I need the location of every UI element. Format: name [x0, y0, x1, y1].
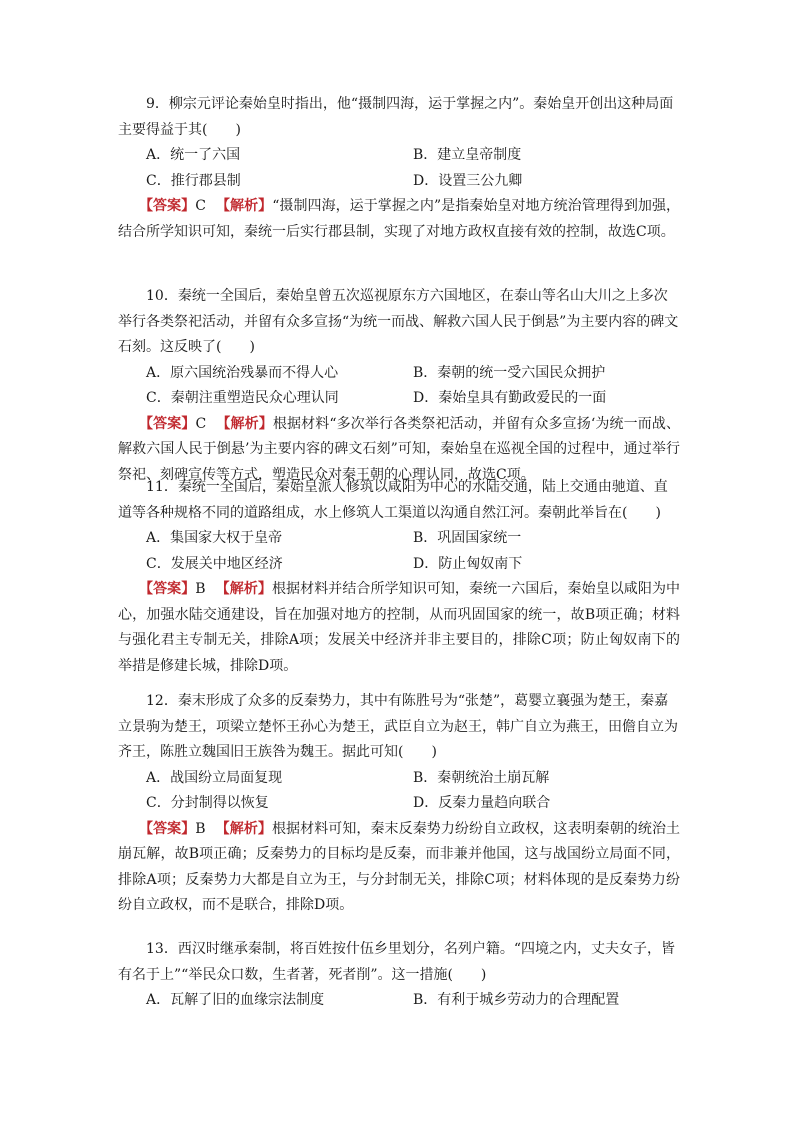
analysis-text: 根据材料“多次举行各类祭祀活动，并留有众多宣扬‘为统一而战、解救六国人民于倒悬’为主要内容的碑文石刻”可知，秦始皇在巡视全国的过程中，通过举行祭祀、刻碑宣传等方式，塑造民众对秦王朝的心理认同，故选C项。	[118, 415, 681, 483]
analysis-text: 根据材料并结合所学知识可知，秦统一六国后，秦始皇以咸阳为中心，加强水陆交通建设，旨在加强对地方的控制，从而巩固国家的统一，故B项正确；材料与强化君主专制无关，排除A项；发展关中经济并非主要目的，排除C项；防止匈奴南下的举措是修建长城，排除D项。	[118, 581, 681, 674]
question-11	[118, 475, 680, 679]
option-d: D．反秦力量趋向联合	[413, 795, 551, 811]
option-a: A．瓦解了旧的血缘宗法制度	[146, 992, 325, 1008]
option-b: B．有利于城乡劳动力的合理配置	[413, 992, 620, 1008]
question-stem: 13．西汉时继承秦制，将百姓按什伍乡里划分，名列户籍。“四境之内，丈夫女子，皆有名于上”“举民众口数，生者著，死者削”。这一措施( )	[118, 941, 675, 983]
question-stem: 11．秦统一全国后，秦始皇派人修筑以咸阳为中心的水陆交通，陆上交通由驰道、直道等各种规格不同的道路组成，水上修筑人工渠道以沟通自然江河。秦朝此举旨在( )	[118, 479, 668, 521]
answer-block	[118, 194, 680, 245]
option-b: B．秦朝的统一受六国民众拥护	[413, 364, 606, 381]
option-d: D．设置三公九卿	[413, 172, 523, 189]
option-a: A．战国纷立局面复现	[146, 769, 283, 786]
answer-block	[118, 577, 680, 679]
answer-value: B	[195, 820, 206, 837]
question-stem: 10．秦统一全国后，秦始皇曾五次巡视原东方六国地区，在泰山等名山大川之上多次举行各类祭祀活动，并留有众多宣扬“为统一而战、解救六国人民于倒悬”为主要内容的碑文石刻。这反映了( )	[118, 288, 679, 355]
question-13	[118, 937, 680, 1014]
options	[118, 526, 680, 577]
analysis-tag: 【解析】	[215, 581, 272, 597]
options	[118, 361, 680, 412]
option-b: B．秦朝统治土崩瓦解	[413, 769, 550, 786]
analysis-text: 根据材料可知，秦末反秦势力纷纷自立政权，这表明秦朝的统治土崩瓦解，故B项正确；反秦势力的目标均是反秦，而非兼并他国，这与战国纷立局面不同，排除A项；反秦势力大都是自立为王，与分封制无关，排除C项；材料体现的是反秦势力纷纷自立政权，而不是联合，排除D项。	[118, 820, 681, 913]
answer-tag: 【答案】	[139, 581, 196, 597]
option-c: C．分封制得以恢复	[146, 795, 269, 811]
answer-tag: 【答案】	[139, 820, 196, 837]
options	[118, 988, 680, 1014]
options	[118, 143, 680, 194]
option-d: D．秦始皇具有勤政爱民的一面	[413, 390, 607, 406]
answer-block	[118, 817, 680, 919]
analysis-text: “摄制四海，运于掌握之内”是指秦始皇对地方统治管理得到加强，结合所学知识可知，秦统一后实行郡县制，实现了对地方政权直接有效的控制，故选C项。	[118, 198, 681, 240]
options	[118, 766, 680, 817]
option-b: B．巩固国家统一	[413, 530, 522, 546]
analysis-tag: 【解析】	[215, 820, 272, 837]
answer-tag: 【答案】	[139, 415, 196, 432]
answer-value: C	[195, 415, 207, 432]
option-c: C．秦朝注重塑造民众心理认同	[146, 390, 339, 406]
option-b: B．建立皇帝制度	[413, 147, 522, 163]
analysis-tag: 【解析】	[215, 198, 273, 214]
question-stem: 12．秦末形成了众多的反秦势力，其中有陈胜号为“张楚”，葛婴立襄强为楚王，秦嘉立景驹为楚王，项梁立楚怀王孙心为楚王，武臣自立为赵王，韩广自立为燕王，田儋自立为齐王，陈胜立魏国旧王族咎为魏王。据此可知( )	[118, 693, 678, 760]
question-9	[118, 92, 680, 245]
option-a: A．统一了六国	[146, 147, 241, 163]
answer-tag: 【答案】	[139, 198, 196, 214]
question-stem: 9．柳宗元评论秦始皇时指出，他“摄制四海，运于掌握之内”。秦始皇开创出这种局面主要得益于其( )	[118, 96, 674, 138]
option-c: C．发展关中地区经济	[146, 555, 283, 572]
option-a: A．原六国统治残暴而不得人心	[146, 364, 339, 381]
answer-value: B	[195, 581, 206, 597]
option-a: A．集国家大权于皇帝	[146, 530, 283, 546]
option-c: C．推行郡县制	[146, 172, 241, 189]
question-12	[118, 689, 680, 919]
analysis-tag: 【解析】	[216, 415, 273, 432]
option-d: D．防止匈奴南下	[413, 555, 523, 572]
question-10	[118, 284, 680, 488]
answer-value: C	[195, 198, 206, 214]
